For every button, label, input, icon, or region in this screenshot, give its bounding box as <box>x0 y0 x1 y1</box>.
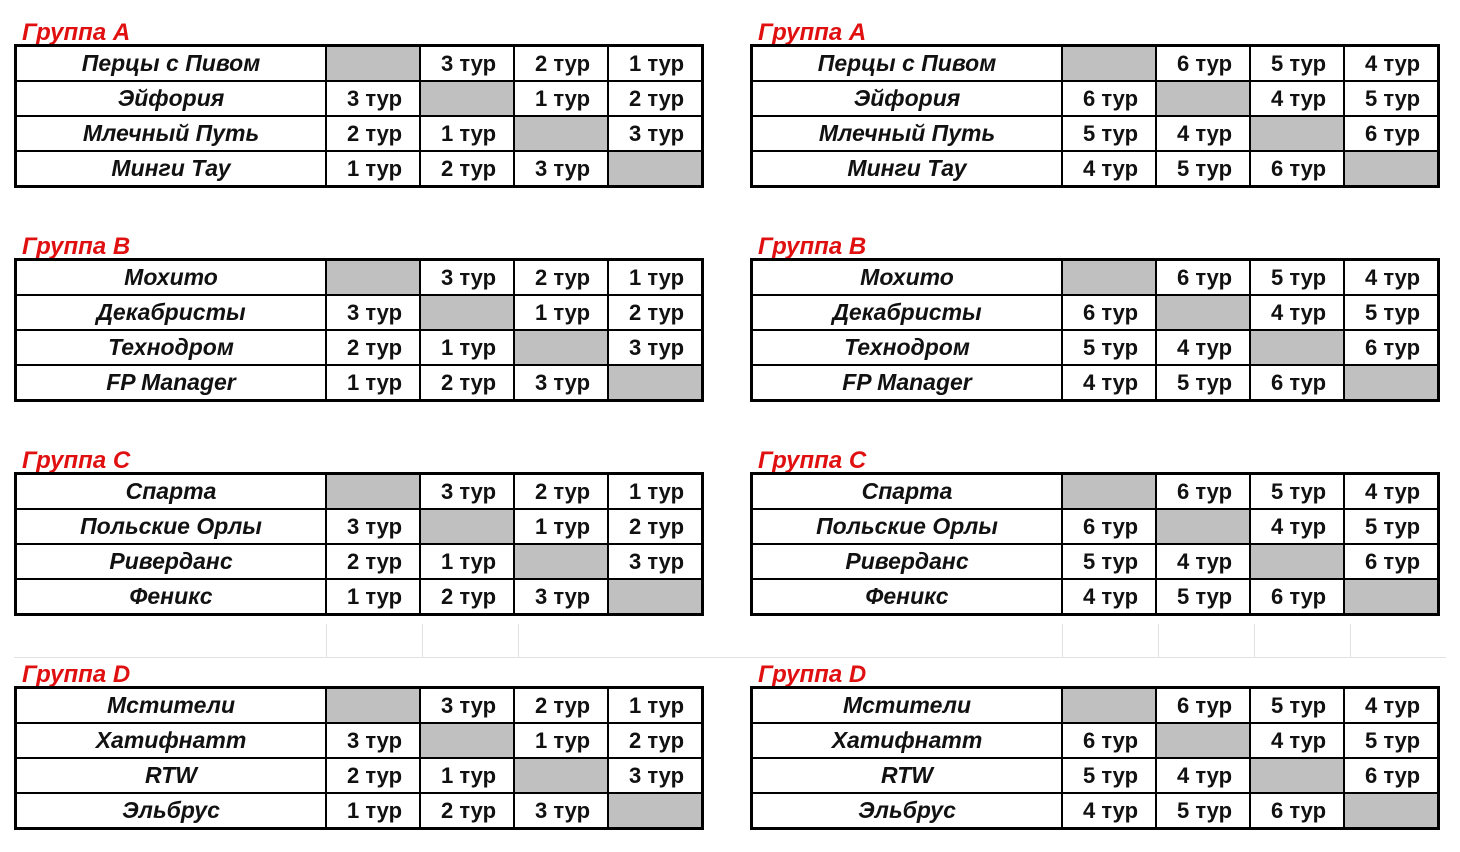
round-cell[interactable]: 2 тур <box>514 474 608 510</box>
table-row <box>16 544 703 579</box>
self-match-cell[interactable] <box>1156 295 1250 330</box>
round-cell[interactable]: 6 тур <box>1156 688 1250 724</box>
round-cell[interactable]: 1 тур <box>608 260 702 296</box>
self-match-cell[interactable] <box>1062 260 1156 296</box>
round-cell[interactable]: 2 тур <box>608 295 702 330</box>
team-name-cell[interactable]: Спарта <box>16 474 327 510</box>
team-name-cell[interactable]: Эльбрус <box>16 793 327 829</box>
round-cell[interactable]: 2 тур <box>608 81 702 116</box>
self-match-cell[interactable] <box>1344 365 1438 401</box>
round-cell[interactable]: 3 тур <box>326 723 420 758</box>
round-cell[interactable]: 2 тур <box>420 793 514 829</box>
round-cell[interactable]: 6 тур <box>1250 793 1344 829</box>
team-name-cell[interactable]: Мстители <box>752 688 1063 724</box>
round-cell[interactable]: 1 тур <box>326 793 420 829</box>
schedule-table <box>14 258 704 402</box>
round-cell[interactable]: 3 тур <box>326 81 420 116</box>
round-cell[interactable]: 5 тур <box>1062 116 1156 151</box>
round-cell[interactable]: 4 тур <box>1156 330 1250 365</box>
table-row <box>16 295 703 330</box>
round-cell[interactable]: 4 тур <box>1062 365 1156 401</box>
faint-gridline <box>326 624 327 658</box>
group-title: Группа B <box>758 233 867 260</box>
team-name-cell[interactable]: FP Manager <box>16 365 327 401</box>
team-name-cell[interactable]: Феникс <box>16 579 327 615</box>
round-cell[interactable]: 2 тур <box>608 723 702 758</box>
round-cell[interactable]: 4 тур <box>1344 474 1438 510</box>
round-cell[interactable]: 1 тур <box>326 151 420 187</box>
table-row <box>16 81 703 116</box>
faint-gridline <box>1062 624 1063 658</box>
round-cell[interactable]: 2 тур <box>420 365 514 401</box>
self-match-cell[interactable] <box>420 509 514 544</box>
team-name-cell[interactable]: FP Manager <box>752 365 1063 401</box>
round-cell[interactable]: 6 тур <box>1062 509 1156 544</box>
round-cell[interactable]: 4 тур <box>1344 260 1438 296</box>
round-cell[interactable]: 2 тур <box>608 509 702 544</box>
round-cell[interactable]: 6 тур <box>1156 260 1250 296</box>
round-cell[interactable]: 4 тур <box>1156 544 1250 579</box>
self-match-cell[interactable] <box>1250 758 1344 793</box>
round-cell[interactable]: 4 тур <box>1250 509 1344 544</box>
round-cell[interactable]: 3 тур <box>326 509 420 544</box>
round-cell[interactable]: 6 тур <box>1250 365 1344 401</box>
team-name-cell[interactable]: Декабристы <box>752 295 1063 330</box>
team-name-cell[interactable]: Эйфория <box>16 81 327 116</box>
table-row <box>752 544 1439 579</box>
self-match-cell[interactable] <box>1250 330 1344 365</box>
round-cell[interactable]: 4 тур <box>1062 579 1156 615</box>
table-row <box>16 793 703 829</box>
round-cell[interactable]: 1 тур <box>608 474 702 510</box>
team-name-cell[interactable]: Млечный Путь <box>16 116 327 151</box>
round-cell[interactable]: 2 тур <box>514 260 608 296</box>
self-match-cell[interactable] <box>514 116 608 151</box>
round-cell[interactable]: 1 тур <box>326 579 420 615</box>
table-row <box>16 365 703 401</box>
round-cell[interactable]: 3 тур <box>420 260 514 296</box>
round-cell[interactable]: 5 тур <box>1156 365 1250 401</box>
round-cell[interactable]: 3 тур <box>420 688 514 724</box>
self-match-cell[interactable] <box>1344 793 1438 829</box>
round-cell[interactable]: 3 тур <box>420 474 514 510</box>
schedule-table <box>750 472 1440 616</box>
self-match-cell[interactable] <box>420 81 514 116</box>
team-name-cell[interactable]: Минги Тау <box>752 151 1063 187</box>
round-cell[interactable]: 1 тур <box>420 544 514 579</box>
self-match-cell[interactable] <box>326 260 420 296</box>
round-cell[interactable]: 1 тур <box>514 509 608 544</box>
round-cell[interactable]: 5 тур <box>1344 509 1438 544</box>
round-cell[interactable]: 6 тур <box>1062 723 1156 758</box>
team-name-cell[interactable]: Польские Орлы <box>752 509 1063 544</box>
table-row <box>752 330 1439 365</box>
table-row <box>16 330 703 365</box>
self-match-cell[interactable] <box>1062 688 1156 724</box>
team-name-cell[interactable]: Феникс <box>752 579 1063 615</box>
faint-gridline <box>1350 624 1351 658</box>
self-match-cell[interactable] <box>1156 509 1250 544</box>
round-cell[interactable]: 5 тур <box>1344 723 1438 758</box>
table-row <box>752 81 1439 116</box>
round-cell[interactable]: 4 тур <box>1062 793 1156 829</box>
table-row <box>752 509 1439 544</box>
team-name-cell[interactable]: RTW <box>16 758 327 793</box>
round-cell[interactable]: 5 тур <box>1062 330 1156 365</box>
round-cell[interactable]: 1 тур <box>514 295 608 330</box>
round-cell[interactable]: 5 тур <box>1250 260 1344 296</box>
self-match-cell[interactable] <box>326 474 420 510</box>
round-cell[interactable]: 6 тур <box>1250 579 1344 615</box>
round-cell[interactable]: 5 тур <box>1250 474 1344 510</box>
team-name-cell[interactable]: Технодром <box>16 330 327 365</box>
round-cell[interactable]: 2 тур <box>514 46 608 82</box>
round-cell[interactable]: 3 тур <box>608 330 702 365</box>
round-cell[interactable]: 3 тур <box>514 579 608 615</box>
round-cell[interactable]: 5 тур <box>1062 758 1156 793</box>
team-name-cell[interactable]: Хатифнатт <box>752 723 1063 758</box>
round-cell[interactable]: 4 тур <box>1344 688 1438 724</box>
round-cell[interactable]: 5 тур <box>1062 544 1156 579</box>
team-name-cell[interactable]: Перцы с Пивом <box>752 46 1063 82</box>
round-cell[interactable]: 3 тур <box>608 544 702 579</box>
table-row <box>752 758 1439 793</box>
table-row <box>752 793 1439 829</box>
self-match-cell[interactable] <box>326 688 420 724</box>
self-match-cell[interactable] <box>608 151 702 187</box>
round-cell[interactable]: 4 тур <box>1156 116 1250 151</box>
faint-gridline <box>518 624 519 658</box>
round-cell[interactable]: 2 тур <box>326 758 420 793</box>
team-name-cell[interactable]: Декабристы <box>16 295 327 330</box>
team-name-cell[interactable]: Минги Тау <box>16 151 327 187</box>
table-row <box>752 365 1439 401</box>
round-cell[interactable]: 4 тур <box>1250 723 1344 758</box>
group-title: Группа D <box>22 661 131 688</box>
table-row <box>752 46 1439 82</box>
table-row <box>752 723 1439 758</box>
round-cell[interactable]: 4 тур <box>1344 46 1438 82</box>
group-title: Группа C <box>22 447 131 474</box>
table-row <box>752 295 1439 330</box>
table-row <box>16 579 703 615</box>
schedule-table <box>14 44 704 188</box>
team-name-cell[interactable]: Мстители <box>16 688 327 724</box>
self-match-cell[interactable] <box>514 758 608 793</box>
self-match-cell[interactable] <box>1344 151 1438 187</box>
round-cell[interactable]: 6 тур <box>1062 295 1156 330</box>
schedule-table <box>14 472 704 616</box>
self-match-cell[interactable] <box>608 365 702 401</box>
group-title: Группа C <box>758 447 867 474</box>
round-cell[interactable]: 3 тур <box>608 758 702 793</box>
round-cell[interactable]: 5 тур <box>1156 793 1250 829</box>
team-name-cell[interactable]: Польские Орлы <box>16 509 327 544</box>
round-cell[interactable]: 3 тур <box>608 116 702 151</box>
round-cell[interactable]: 5 тур <box>1156 151 1250 187</box>
table-row <box>16 260 703 296</box>
self-match-cell[interactable] <box>420 295 514 330</box>
round-cell[interactable]: 5 тур <box>1250 688 1344 724</box>
round-cell[interactable]: 4 тур <box>1156 758 1250 793</box>
round-cell[interactable]: 3 тур <box>514 793 608 829</box>
table-row <box>16 758 703 793</box>
team-name-cell[interactable]: Риверданс <box>752 544 1063 579</box>
team-name-cell[interactable]: Риверданс <box>16 544 327 579</box>
self-match-cell[interactable] <box>514 544 608 579</box>
table-row <box>752 579 1439 615</box>
self-match-cell[interactable] <box>1062 46 1156 82</box>
round-cell[interactable]: 1 тур <box>420 330 514 365</box>
round-cell[interactable]: 4 тур <box>1062 151 1156 187</box>
schedule-table <box>14 686 704 830</box>
team-name-cell[interactable]: Млечный Путь <box>752 116 1063 151</box>
round-cell[interactable]: 6 тур <box>1250 151 1344 187</box>
round-cell[interactable]: 3 тур <box>514 151 608 187</box>
round-cell[interactable]: 3 тур <box>514 365 608 401</box>
team-name-cell[interactable]: Эльбрус <box>752 793 1063 829</box>
faint-gridline <box>1254 624 1255 658</box>
round-cell[interactable]: 1 тур <box>420 758 514 793</box>
round-cell[interactable]: 2 тур <box>420 579 514 615</box>
round-cell[interactable]: 2 тур <box>326 330 420 365</box>
round-cell[interactable]: 6 тур <box>1344 116 1438 151</box>
team-name-cell[interactable]: Технодром <box>752 330 1063 365</box>
self-match-cell[interactable] <box>608 793 702 829</box>
table-row <box>752 688 1439 724</box>
group-title: Группа D <box>758 661 867 688</box>
round-cell[interactable]: 2 тур <box>514 688 608 724</box>
round-cell[interactable]: 1 тур <box>608 46 702 82</box>
round-cell[interactable]: 5 тур <box>1344 81 1438 116</box>
table-row <box>752 474 1439 510</box>
self-match-cell[interactable] <box>1250 116 1344 151</box>
round-cell[interactable]: 1 тур <box>514 81 608 116</box>
table-row <box>16 688 703 724</box>
table-row <box>752 260 1439 296</box>
faint-gridline <box>1158 624 1159 658</box>
group-title: Группа A <box>22 19 131 46</box>
table-row <box>16 46 703 82</box>
team-name-cell[interactable]: Хатифнатт <box>16 723 327 758</box>
group-title: Группа B <box>22 233 131 260</box>
faint-gridline <box>14 657 1446 658</box>
round-cell[interactable]: 1 тур <box>420 116 514 151</box>
team-name-cell[interactable]: Эйфория <box>752 81 1063 116</box>
round-cell[interactable]: 3 тур <box>326 295 420 330</box>
team-name-cell[interactable]: Мохито <box>16 260 327 296</box>
round-cell[interactable]: 1 тур <box>608 688 702 724</box>
table-row <box>16 116 703 151</box>
table-row <box>752 116 1439 151</box>
self-match-cell[interactable] <box>1250 544 1344 579</box>
faint-gridline <box>422 624 423 658</box>
self-match-cell[interactable] <box>1344 579 1438 615</box>
round-cell[interactable]: 6 тур <box>1344 330 1438 365</box>
round-cell[interactable]: 1 тур <box>514 723 608 758</box>
schedule-table <box>750 686 1440 830</box>
schedule-table <box>750 258 1440 402</box>
round-cell[interactable]: 5 тур <box>1344 295 1438 330</box>
round-cell[interactable]: 6 тур <box>1344 758 1438 793</box>
round-cell[interactable]: 1 тур <box>326 365 420 401</box>
table-row <box>16 509 703 544</box>
round-cell[interactable]: 3 тур <box>420 46 514 82</box>
round-cell[interactable]: 5 тур <box>1156 579 1250 615</box>
group-title: Группа A <box>758 19 867 46</box>
round-cell[interactable]: 6 тур <box>1156 46 1250 82</box>
round-cell[interactable]: 6 тур <box>1062 81 1156 116</box>
round-cell[interactable]: 4 тур <box>1250 81 1344 116</box>
round-cell[interactable]: 6 тур <box>1156 474 1250 510</box>
round-cell[interactable]: 4 тур <box>1250 295 1344 330</box>
round-cell[interactable]: 2 тур <box>326 116 420 151</box>
round-cell[interactable]: 2 тур <box>326 544 420 579</box>
self-match-cell[interactable] <box>1156 723 1250 758</box>
self-match-cell[interactable] <box>420 723 514 758</box>
team-name-cell[interactable]: RTW <box>752 758 1063 793</box>
self-match-cell[interactable] <box>608 579 702 615</box>
round-cell[interactable]: 6 тур <box>1344 544 1438 579</box>
table-row <box>752 151 1439 187</box>
table-row <box>16 723 703 758</box>
team-name-cell[interactable]: Спарта <box>752 474 1063 510</box>
table-row <box>16 474 703 510</box>
self-match-cell[interactable] <box>1156 81 1250 116</box>
team-name-cell[interactable]: Перцы с Пивом <box>16 46 327 82</box>
team-name-cell[interactable]: Мохито <box>752 260 1063 296</box>
self-match-cell[interactable] <box>514 330 608 365</box>
round-cell[interactable]: 5 тур <box>1250 46 1344 82</box>
table-row <box>16 151 703 187</box>
round-cell[interactable]: 2 тур <box>420 151 514 187</box>
self-match-cell[interactable] <box>326 46 420 82</box>
schedule-table <box>750 44 1440 188</box>
self-match-cell[interactable] <box>1062 474 1156 510</box>
